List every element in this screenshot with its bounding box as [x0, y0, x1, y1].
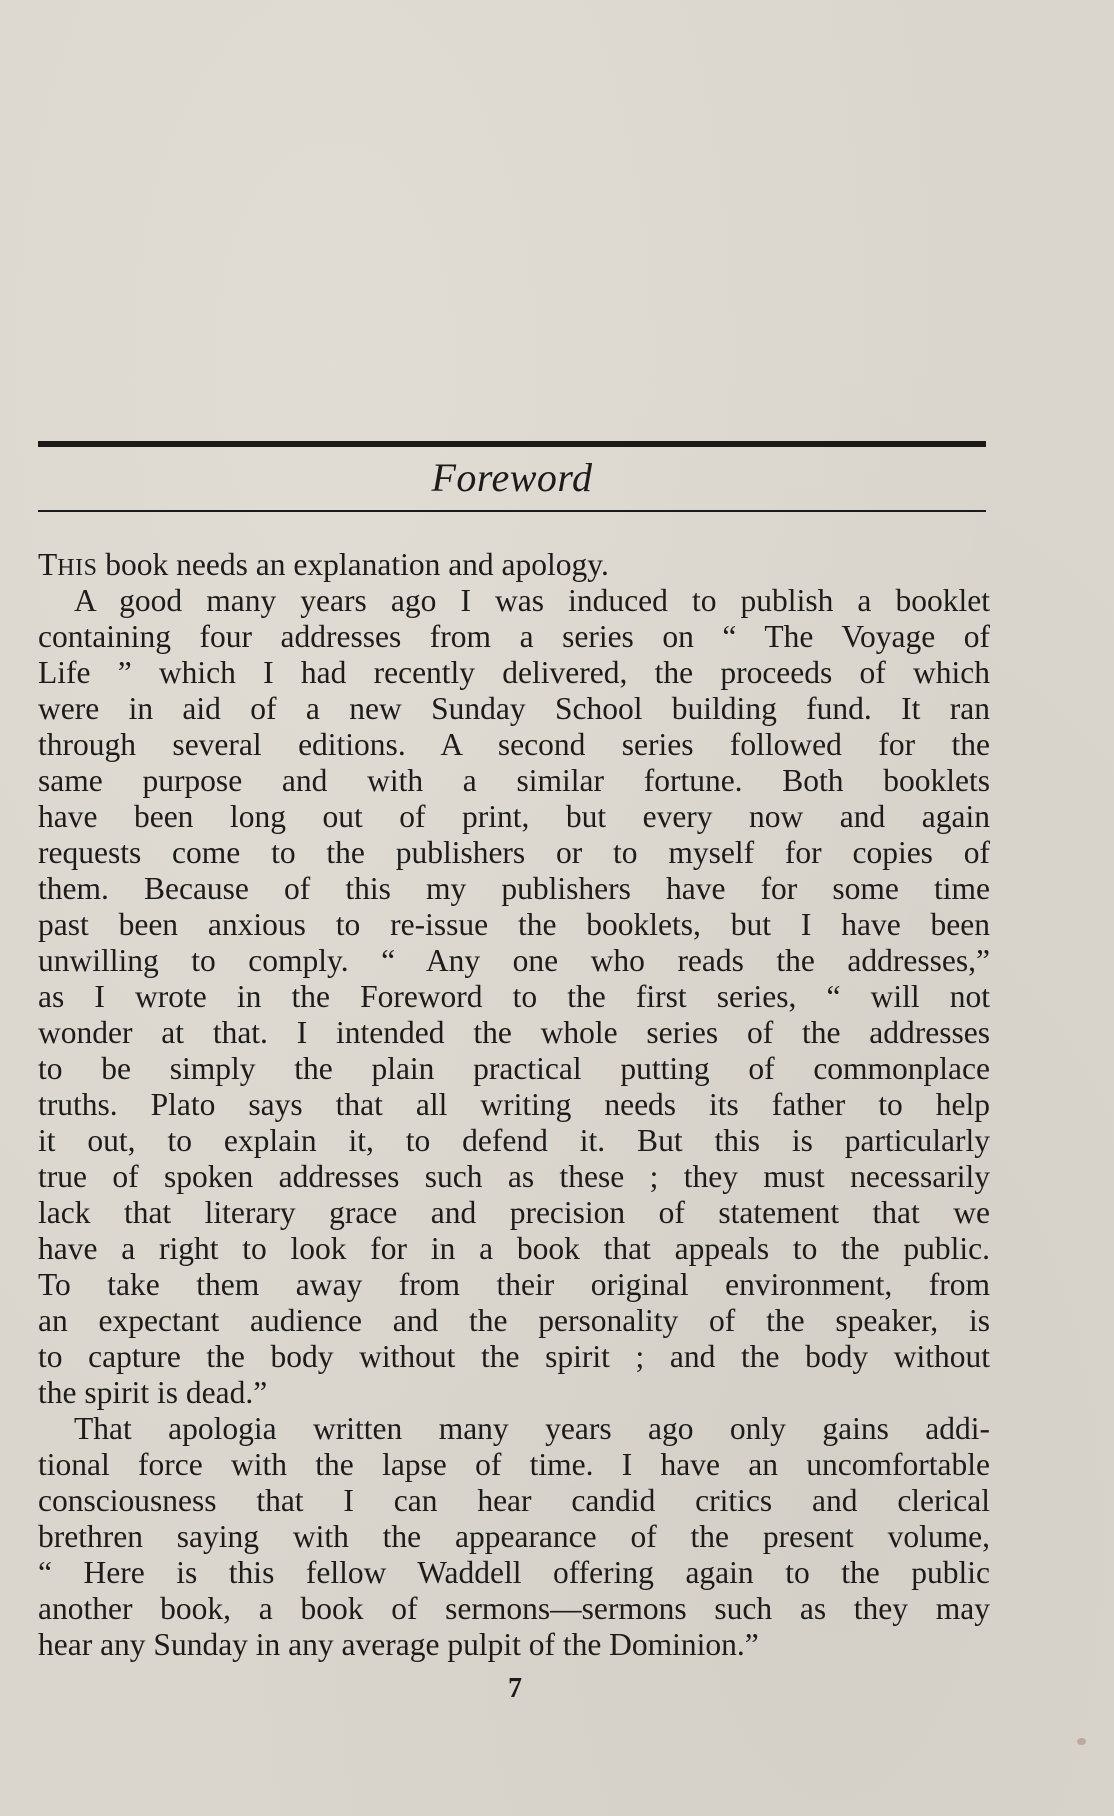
text-line: to capture the body without the spirit ; and the body without	[38, 1339, 990, 1374]
text-line: were in aid of a new Sunday School building fund. It ran	[38, 691, 990, 726]
text-line: requests come to the publishers or to myself for copies of	[38, 835, 990, 870]
text-line: consciousness that I can hear candid critics and clerical	[38, 1483, 990, 1518]
text-line: A good many years ago I was induced to publish a booklet	[74, 583, 990, 618]
text-line: to be simply the plain practical putting of commonplace	[38, 1051, 990, 1086]
smallcaps-word: HIS	[57, 555, 98, 581]
text-line: To take them away from their original environment, from	[38, 1267, 990, 1302]
page-number: 7	[508, 1673, 522, 1704]
text-line: an expectant audience and the personality of the speaker, is	[38, 1303, 990, 1338]
smallcaps-initial: T	[38, 547, 58, 582]
text-line: tional force with the lapse of time. I have an uncomfortable	[38, 1447, 990, 1482]
text-line: them. Because of this my publishers have for some time	[38, 871, 990, 906]
text-line: hear any Sunday in any average pulpit of the Dominion.”	[38, 1627, 759, 1662]
section-heading: Foreword	[431, 455, 593, 500]
text-line: another book, a book of sermons—sermons such as they may	[38, 1591, 990, 1626]
opening-paragraph	[38, 547, 990, 583]
text-line: truths. Plato says that all writing needs its father to help	[38, 1087, 990, 1122]
text-line: through several editions. A second series followed for the	[38, 727, 990, 762]
text-line: have been long out of print, but every now and again	[38, 799, 990, 834]
text-line: have a right to look for in a book that appeals to the public.	[38, 1231, 990, 1266]
text-line: That apologia written many years ago only gains addi-	[74, 1411, 990, 1446]
text-line: past been anxious to re-issue the booklets, but I have been	[38, 907, 990, 942]
opening-line	[38, 547, 990, 583]
body-text	[38, 547, 990, 1663]
paragraph-1	[38, 583, 990, 1411]
heading-rule-top	[38, 441, 986, 447]
text-line: Life ” which I had recently delivered, the proceeds of which	[38, 655, 990, 690]
text-line: as I wrote in the Foreword to the first series, “ will not	[38, 979, 990, 1014]
paragraph-2	[38, 1411, 990, 1663]
text-line: containing four addresses from a series on “ The Voyage of	[38, 619, 990, 654]
text-line: “ Here is this fellow Waddell offering again to the public	[38, 1555, 990, 1590]
text-line: wonder at that. I intended the whole series of the addresses	[38, 1015, 990, 1050]
text-line: unwilling to comply. “ Any one who reads the addresses,”	[38, 943, 990, 978]
text-line: brethren saying with the appearance of the present volume,	[38, 1519, 990, 1554]
text-line: same purpose and with a similar fortune. Both booklets	[38, 763, 990, 798]
text-line: it out, to explain it, to defend it. But this is particularly	[38, 1123, 990, 1158]
heading-rule-bottom	[38, 510, 986, 512]
paper-smudge	[1077, 1738, 1086, 1745]
text-line: lack that literary grace and precision of statement that we	[38, 1195, 990, 1230]
text-line: the spirit is dead.”	[38, 1375, 268, 1410]
text-line: true of spoken addresses such as these ; they must necessarily	[38, 1159, 990, 1194]
opening-rest: book needs an explanation and apology.	[97, 547, 609, 582]
